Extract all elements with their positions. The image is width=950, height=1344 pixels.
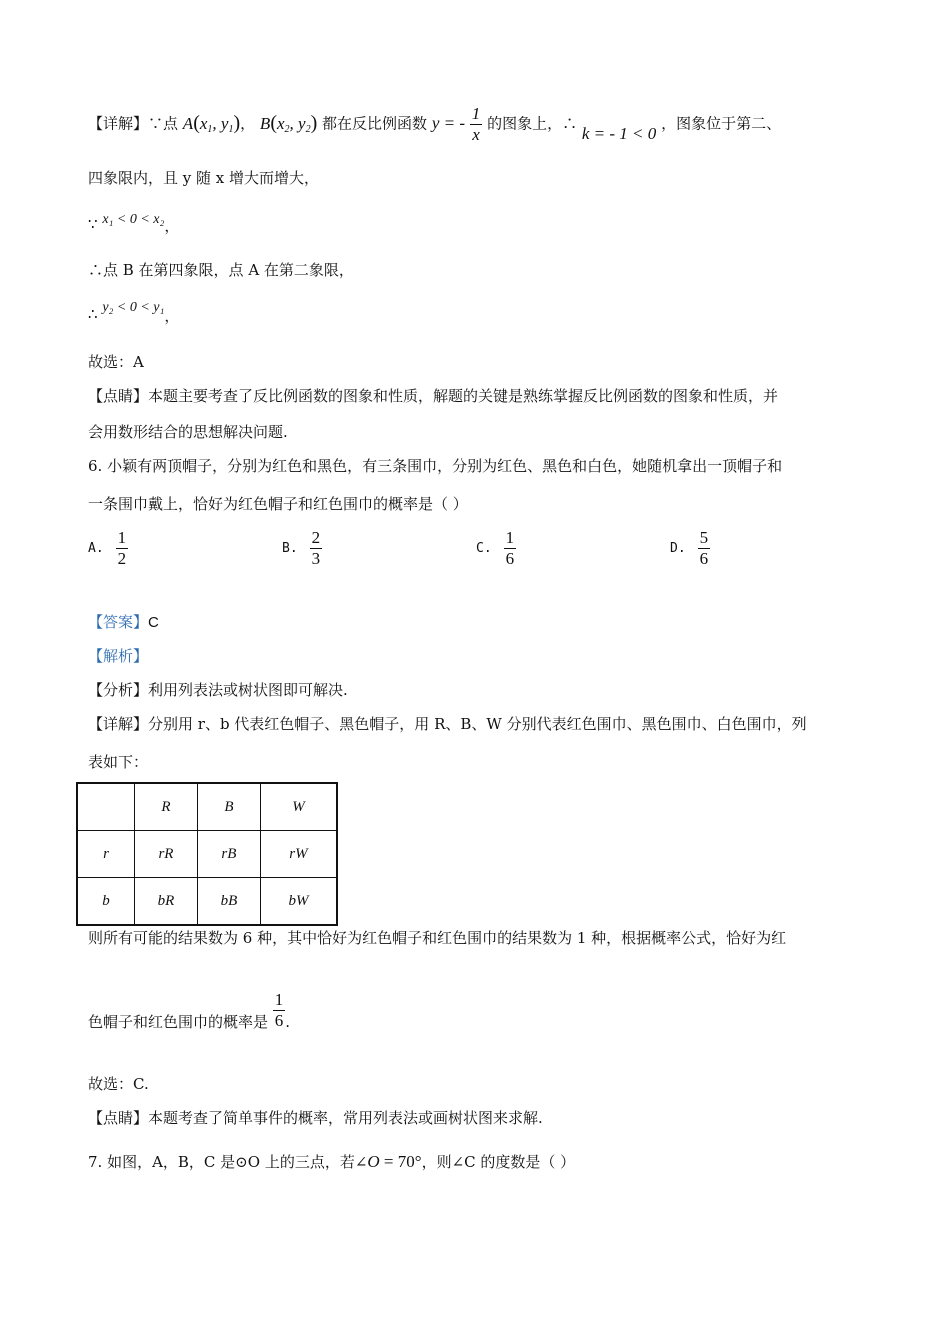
table-cell: rW xyxy=(260,831,337,878)
result-line-1: 则所有可能的结果数为 6 种，其中恰好为红色帽子和红色围巾的结果数为 1 种，根据概率公式，恰好为红 xyxy=(88,929,787,947)
q7-angle-value: = 70° xyxy=(379,1152,422,1171)
option-label: D. xyxy=(670,541,686,556)
table-cell: b xyxy=(77,878,135,926)
detail-line-3 xyxy=(88,208,180,235)
detail-line-4: ∴点 B 在第四象限，点 A 在第二象限， xyxy=(88,261,354,279)
text-end: ，图象位于第二、 xyxy=(661,114,782,133)
function-fraction: $\frac{1}{x}$ xyxy=(471,104,481,144)
option-b[interactable] xyxy=(282,528,322,569)
analysis-summary: 【分析】利用列表法或树状图即可解决. xyxy=(88,681,348,699)
question-7 xyxy=(88,1152,575,1172)
option-label: C. xyxy=(476,541,492,556)
detail-line-5 xyxy=(88,296,180,325)
text-after: 的图象上，∴ xyxy=(487,114,578,133)
inequality-y: y₂ < 0 < y₁ xyxy=(102,300,165,315)
result-text: 色帽子和红色围巾的概率是 xyxy=(88,1012,269,1031)
option-d[interactable] xyxy=(670,528,710,569)
q7-text: 7. 如图，A，B，C 是⊙O 上的三点，若∠ xyxy=(88,1153,368,1171)
comma: ， xyxy=(164,217,180,235)
detail-text-2: 表如下： xyxy=(88,753,149,771)
k-expr: k = - 1 < 0 xyxy=(581,123,657,143)
option-label: A. xyxy=(88,541,104,556)
table-cell: rR xyxy=(135,831,198,878)
comment-line-1: 【点睛】本题主要考查了反比例函数的图象和性质，解题的关键是熟练掌握反比例函数的图象和性质，并 xyxy=(88,387,779,405)
question-6-line-1: 6. 小颖有两顶帽子，分别为红色和黑色，有三条围巾，分别为红色、黑色和白色，她随机拿出一顶帽子和 xyxy=(88,457,783,475)
option-fraction: $\frac{2}{3}$ xyxy=(311,528,321,568)
table-cell: rB xyxy=(197,831,260,878)
option-label: B. xyxy=(282,541,298,556)
result-fraction: $\frac{1}{6}$ xyxy=(274,990,284,1030)
function-expr: y = - xyxy=(431,113,466,133)
comment-2: 【点睛】本题考查了简单事件的概率，常用列表法或画树状图来求解. xyxy=(88,1109,543,1127)
table-cell: bB xyxy=(197,878,260,926)
question-6-line-2: 一条围巾戴上，恰好为红色帽子和红色围巾的概率是（ ） xyxy=(88,495,468,513)
result-line-2 xyxy=(88,990,290,1031)
detail-label: 【详解】∵点 xyxy=(88,114,179,133)
table-row xyxy=(77,878,337,926)
period: . xyxy=(285,1012,291,1031)
table-row xyxy=(77,831,337,878)
analysis-label: 【解析】 xyxy=(88,647,149,665)
answer-value: C xyxy=(148,614,159,631)
table-cell: R xyxy=(135,783,198,831)
because-symbol: ∵ xyxy=(88,215,98,233)
table-cell: bW xyxy=(260,878,337,926)
table-cell: r xyxy=(77,831,135,878)
answer-line-a: 故选：A xyxy=(88,353,144,371)
table-header-row xyxy=(77,783,337,831)
detail-line-2: 四象限内，且 y 随 x 增大而增大， xyxy=(88,169,320,187)
option-fraction: $\frac{5}{6}$ xyxy=(699,528,709,568)
option-a[interactable] xyxy=(88,528,128,569)
q7-angle-o: O xyxy=(367,1152,380,1171)
answer-line-c: 故选：C. xyxy=(88,1075,149,1093)
table-cell: bR xyxy=(135,878,198,926)
comment-line-2: 会用数形结合的思想解决问题. xyxy=(88,423,288,441)
detail-line-1 xyxy=(88,104,781,145)
text-mid: 都在反比例函数 xyxy=(322,114,428,133)
option-c[interactable] xyxy=(476,528,516,569)
comma: ， xyxy=(164,307,180,325)
point-b: $B(x_2$, $y_2$) xyxy=(259,111,318,135)
separator: ， xyxy=(240,114,256,133)
option-fraction: $\frac{1}{2}$ xyxy=(117,528,127,568)
point-a: $A(x_1$, $y_1$) xyxy=(182,111,241,135)
answer-label: 【答案】 xyxy=(88,613,149,631)
inequality-x: x₁ < 0 < x₂ xyxy=(102,212,165,227)
answer-row xyxy=(88,612,159,633)
table-cell xyxy=(77,783,135,831)
table-cell: W xyxy=(260,783,337,831)
q7-end: ，则∠C 的度数是（ ） xyxy=(421,1153,576,1171)
detail-text-1: 【详解】分别用 r、b 代表红色帽子、黑色帽子，用 R、B、W 分别代表红色围巾、黑色围巾、白色围巾，列 xyxy=(88,715,807,733)
option-fraction: $\frac{1}{6}$ xyxy=(505,528,515,568)
table-cell: B xyxy=(197,783,260,831)
outcome-table xyxy=(76,782,338,926)
therefore-symbol: ∴ xyxy=(88,305,98,323)
